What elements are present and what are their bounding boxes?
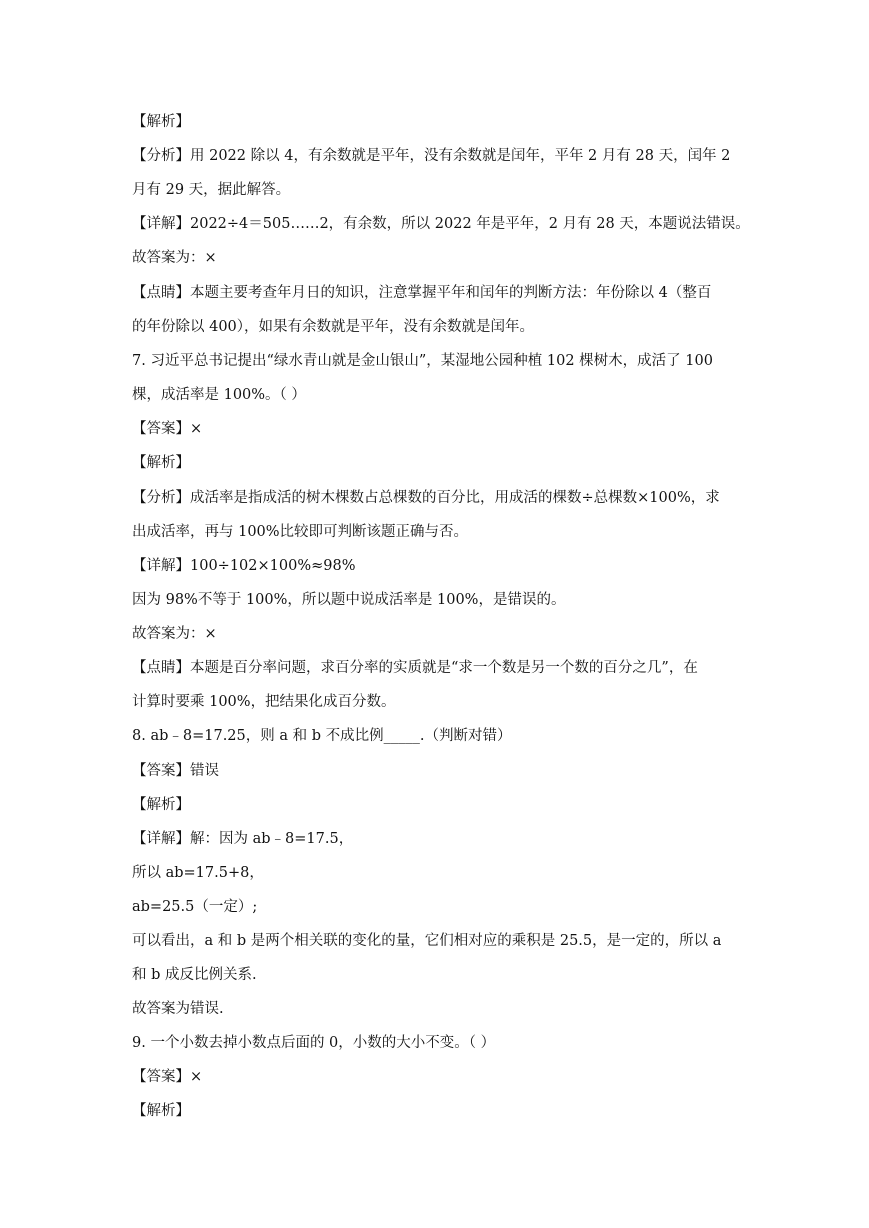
line-21: 【解析】 [132,797,190,813]
line-03: 月有 29 天，据此解答。 [132,182,291,198]
line-18: 计算时要乘 100%，把结果化成百分数。 [132,694,396,710]
line-19: 8. ab﹣8=17.25，则 a 和 b 不成比例_____.（判断对错） [132,728,512,744]
line-04: 【详解】2022÷4＝505……2，有余数，所以 2022 年是平年，2 月有 28 天，本题说法错误。 [132,216,750,232]
line-02: 【分析】用 2022 除以 4，有余数就是平年，没有余数就是闰年，平年 2 月有 28 天，闰年 2 [132,148,731,164]
line-20: 【答案】错误 [132,763,219,779]
line-27: 故答案为错误. [132,1001,224,1017]
line-09: 棵，成活率是 100%。（ ） [132,387,306,403]
line-06: 【点睛】本题主要考查年月日的知识，注意掌握平年和闰年的判断方法：年份除以 4（整百 [132,285,712,301]
line-26: 和 b 成反比例关系. [132,967,257,983]
line-13: 出成活率，再与 100%比较即可判断该题正确与否。 [132,524,469,540]
line-07: 的年份除以 400），如果有余数就是平年，没有余数就是闰年。 [132,319,535,335]
line-22: 【详解】解：因为 ab﹣8=17.5， [132,831,354,847]
line-05: 故答案为：× [132,250,217,266]
line-14: 【详解】100÷102×100%≈98% [132,558,356,574]
line-16: 故答案为：× [132,626,217,642]
line-24: ab=25.5（一定）; [132,899,258,915]
line-28: 9. 一个小数去掉小数点后面的 0，小数的大小不变。（ ） [132,1035,496,1051]
line-08: 7. 习近平总书记提出“绿水青山就是金山银山”，某湿地公园种植 102 棵树木，成活了 100 [132,353,713,369]
line-23: 所以 ab=17.5+8， [132,865,264,881]
line-17: 【点睛】本题是百分率问题，求百分率的实质就是“求一个数是另一个数的百分之几”，在 [132,660,698,676]
line-10: 【答案】× [132,421,203,437]
line-12: 【分析】成活率是指成活的树木棵数占总棵数的百分比，用成活的棵数÷总棵数×100%，求 [132,490,720,506]
line-29: 【答案】× [132,1069,203,1085]
line-30: 【解析】 [132,1103,190,1119]
line-01: 【解析】 [132,114,190,130]
line-15: 因为 98%不等于 100%，所以题中说成活率是 100%，是错误的。 [132,592,566,608]
line-25: 可以看出，a 和 b 是两个相关联的变化的量，它们相对应的乘积是 25.5，是一定的，所以 a [132,933,722,949]
line-11: 【解析】 [132,455,190,471]
